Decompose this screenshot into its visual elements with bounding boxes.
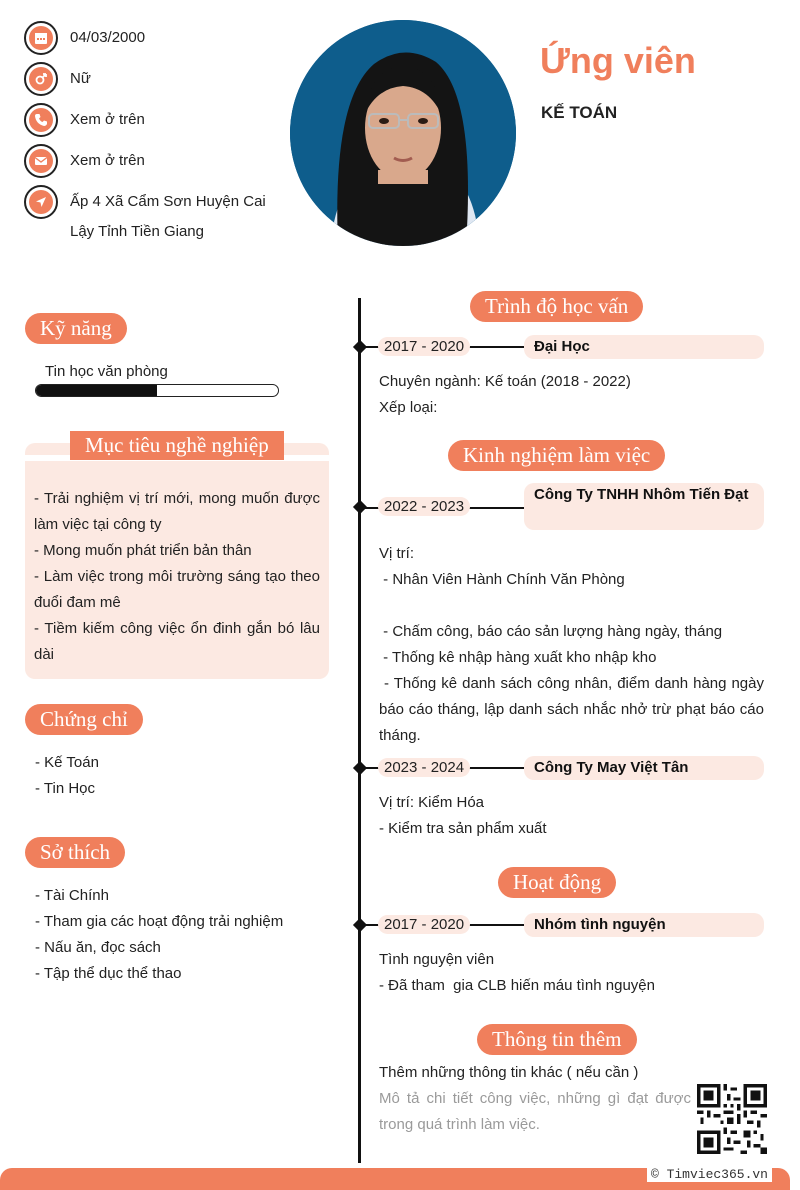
company-name: Công Ty TNHH Nhôm Tiến Đạt bbox=[534, 486, 749, 503]
candidate-name: Ứng viên bbox=[540, 40, 696, 81]
career-goal-heading: Mục tiêu nghề nghiệp bbox=[70, 431, 284, 460]
address-text: Ấp 4 Xã Cẩm Sơn Huyện Cai Lậy Tỉnh Tiền Giang bbox=[70, 193, 266, 240]
contact-phone bbox=[24, 103, 270, 137]
experience-heading: Kinh nghiệm làm việc bbox=[448, 440, 665, 471]
email-text: Xem ở trên bbox=[70, 152, 145, 169]
hobbies-heading: Sở thích bbox=[25, 837, 125, 868]
activity-line: - Đã tham gia CLB hiến máu tình nguyện bbox=[379, 977, 655, 994]
experience-line: Vị trí: Kiểm Hóa bbox=[379, 794, 485, 811]
gender-text: Nữ bbox=[70, 70, 91, 87]
experience-line: - Thống kê danh sách công nhân, điểm danh hàng ngày báo cáo tháng, lập danh sách nhắc nhở trừ phạt báo cáo tháng. bbox=[379, 675, 769, 744]
experience-line: Vị trí: bbox=[379, 545, 415, 562]
activity-period: 2017 - 2020 bbox=[378, 915, 470, 934]
mail-icon bbox=[24, 144, 58, 178]
experience-line: - Kiểm tra sản phẩm xuất bbox=[379, 820, 547, 837]
calendar-icon bbox=[24, 21, 58, 55]
activities-heading: Hoạt động bbox=[498, 867, 616, 898]
skill-name: Tin học văn phòng bbox=[45, 363, 168, 380]
career-goal-list bbox=[34, 486, 320, 668]
experience-line: - Thống kê nhập hàng xuất kho nhập kho bbox=[379, 649, 657, 666]
phone-text: Xem ở trên bbox=[70, 111, 145, 128]
certificates-list bbox=[35, 750, 99, 802]
hobby-item: - Tài Chính bbox=[35, 887, 109, 904]
education-school bbox=[524, 335, 764, 359]
experience-line: - Nhân Viên Hành Chính Văn Phòng bbox=[379, 571, 625, 588]
education-heading: Trình độ học vấn bbox=[470, 291, 643, 322]
activity-line: Tình nguyện viên bbox=[379, 951, 495, 968]
education-period: 2017 - 2020 bbox=[378, 337, 470, 356]
experience-period-2: 2023 - 2024 bbox=[378, 758, 470, 777]
career-goal-item: - Mong muốn phát triển bản thân bbox=[34, 542, 252, 559]
contact-address bbox=[24, 185, 270, 247]
contact-dob bbox=[24, 21, 270, 55]
footer-copyright[interactable]: © Timviec365.vn bbox=[647, 1167, 772, 1182]
dob-text: 04/03/2000 bbox=[70, 29, 146, 46]
experience-company-2 bbox=[524, 756, 764, 780]
skills-heading: Kỹ năng bbox=[25, 313, 127, 344]
org-name: Nhóm tình nguyện bbox=[534, 916, 666, 933]
skill-level-fill bbox=[36, 385, 157, 396]
hobby-item: - Tham gia các hoạt động trải nghiệm bbox=[35, 913, 284, 930]
activity-org bbox=[524, 913, 764, 937]
experience-line: - Chấm công, báo cáo sản lượng hàng ngày, tháng bbox=[379, 623, 723, 640]
hobbies-list bbox=[35, 883, 283, 987]
phone-icon bbox=[24, 103, 58, 137]
additional-line: Thêm những thông tin khác ( nếu cần ) bbox=[379, 1064, 639, 1081]
job-title: KẾ TOÁN bbox=[541, 103, 618, 122]
qr-code bbox=[697, 1084, 767, 1154]
certificate-item: - Kế Toán bbox=[35, 754, 99, 771]
timeline-line bbox=[358, 298, 361, 1163]
career-goal-item: - Trải nghiệm vị trí mới, mong muốn được làm việc tại công ty bbox=[34, 490, 320, 533]
experience-period-1: 2022 - 2023 bbox=[378, 497, 470, 516]
skill-level-bar bbox=[35, 384, 279, 397]
certificates-heading: Chứng chỉ bbox=[25, 704, 143, 735]
experience-company-1 bbox=[524, 483, 764, 530]
location-icon bbox=[24, 185, 58, 219]
education-rank: Xếp loại: bbox=[379, 399, 438, 416]
gender-icon bbox=[24, 62, 58, 96]
additional-heading: Thông tin thêm bbox=[477, 1024, 637, 1055]
avatar bbox=[290, 20, 516, 246]
contact-email bbox=[24, 144, 270, 178]
certificate-item: - Tin Học bbox=[35, 780, 96, 797]
additional-placeholder: Mô tả chi tiết công việc, những gì đạt được trong quá trình làm việc. bbox=[379, 1090, 691, 1133]
school-name: Đại Học bbox=[534, 338, 590, 355]
career-goal-item: - Tiềm kiếm công việc ổn đinh gắn bó lâu dài bbox=[34, 620, 320, 663]
contact-gender bbox=[24, 62, 270, 96]
education-major: Chuyên ngành: Kế toán (2018 - 2022) bbox=[379, 373, 631, 390]
company-name: Công Ty May Việt Tân bbox=[534, 759, 689, 776]
hobby-item: - Tập thể dục thể thao bbox=[35, 965, 182, 982]
career-goal-item: - Làm việc trong môi trường sáng tạo theo đuổi đam mê bbox=[34, 568, 320, 611]
hobby-item: - Nấu ăn, đọc sách bbox=[35, 939, 161, 956]
